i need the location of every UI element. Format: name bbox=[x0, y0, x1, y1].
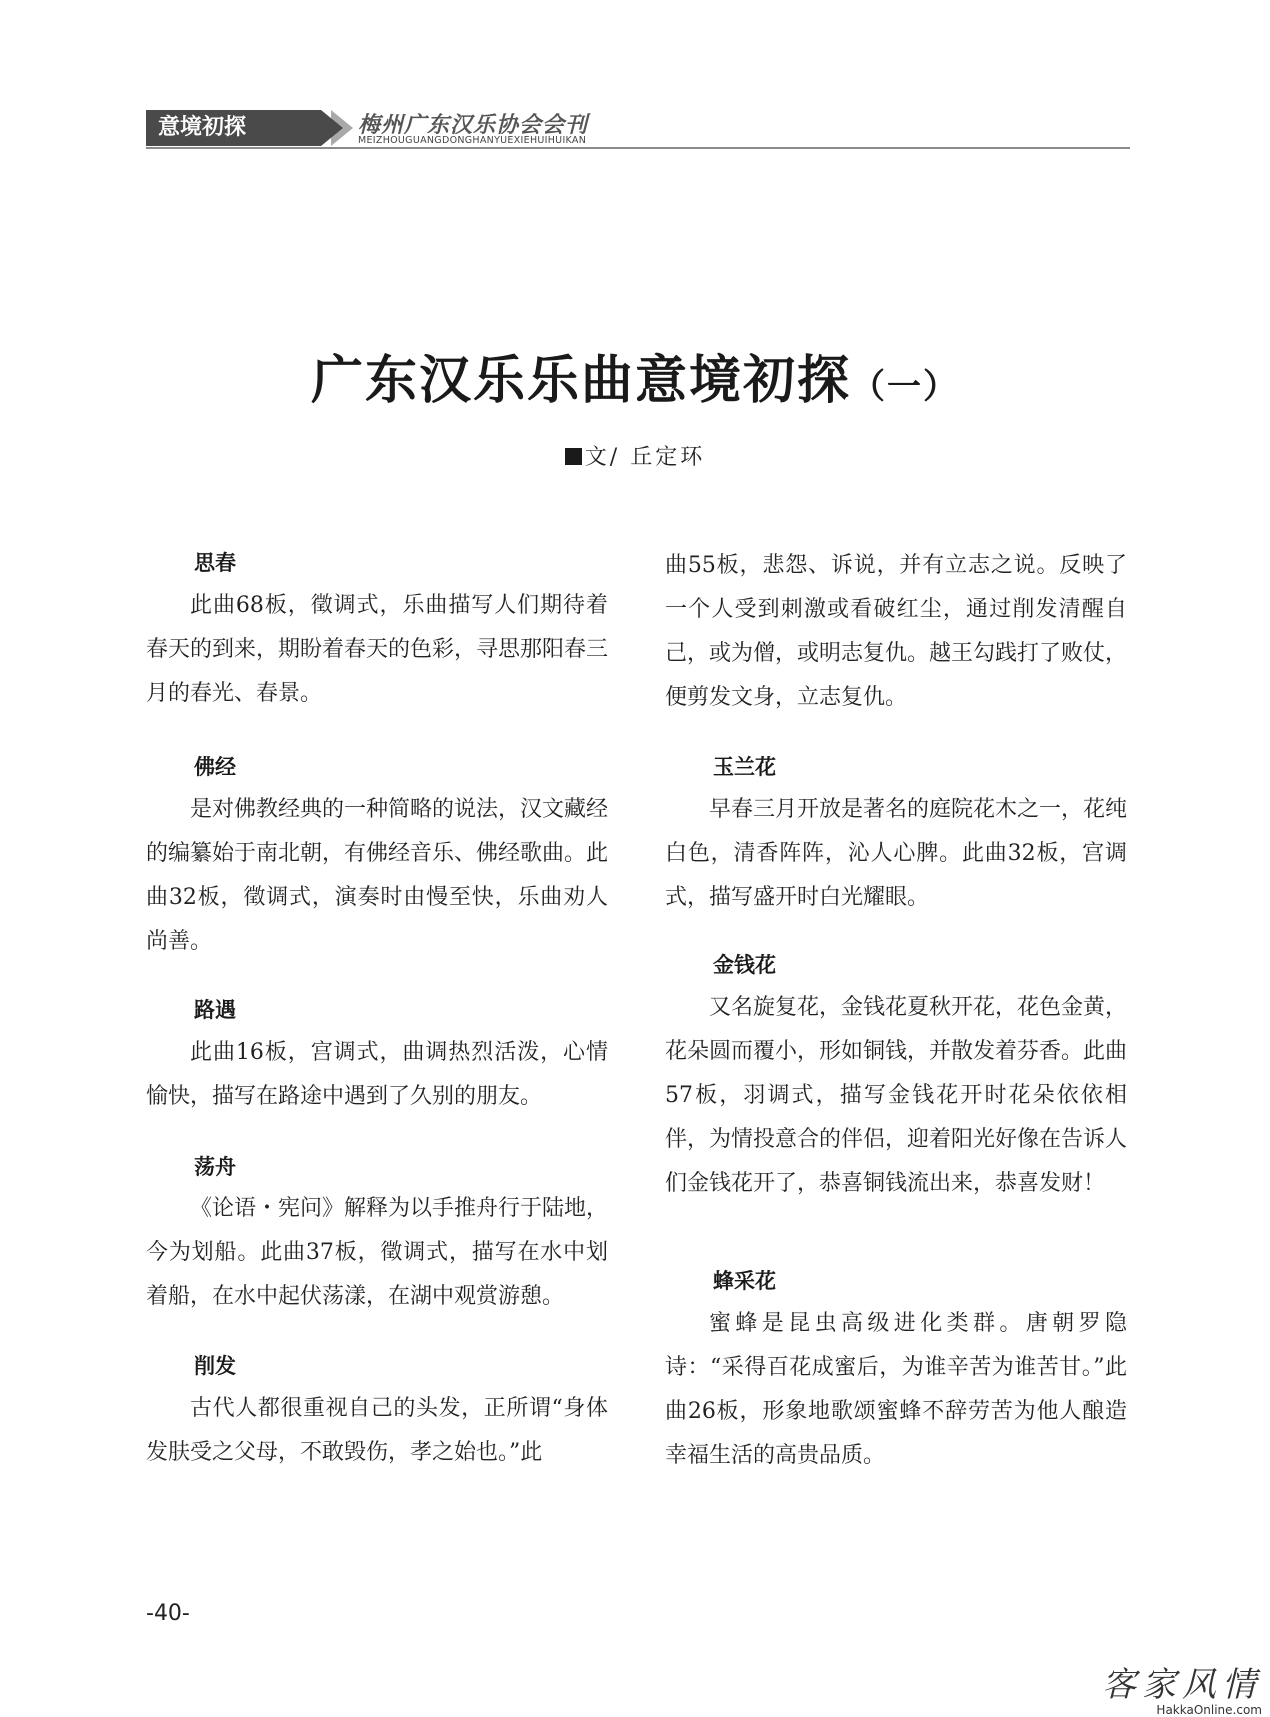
section-heading: 玉兰花 bbox=[713, 755, 776, 779]
section-paragraph: 蜜蜂是昆虫高级进化类群。唐朝罗隐诗：“采得百花成蜜后，为谁辛苦为谁苦甘。”此曲26板，形象地歌颂蜜蜂不辞劳苦为他人酿造幸福生活的高贵品质。 bbox=[665, 1311, 1127, 1468]
continued-paragraph: 曲55板，悲怨、诉说，并有立志之说。反映了一个人受到刺激或看破红尘，通过削发清醒自己，或为僧，或明志复仇。越王勾践打了败仗，便剪发文身，立志复仇。 bbox=[665, 553, 1128, 710]
section-heading: 削发 bbox=[194, 1354, 236, 1378]
watermark-cn: 客家风情 bbox=[1102, 1665, 1262, 1705]
section-paragraph: 是对佛教经典的一种简略的说法，汉文藏经的编纂始于南北朝，有佛经音乐、佛经歌曲。此曲32板，徵调式，演奏时由慢至快，乐曲劝人尚善。 bbox=[146, 797, 609, 954]
section-paragraph: 又名旋复花，金钱花夏秋开花，花色金黄，花朵圆而覆小，形如铜钱，并散发着芬香。此曲57板，羽调式，描写金钱花开时花朵依依相伴，为情投意合的伴侣，迎着阳光好像在告诉人们金钱花开了，恭喜铜钱流出来，恭喜发财！ bbox=[665, 995, 1128, 1196]
page-number: -40- bbox=[146, 1601, 190, 1626]
section-heading: 蜂采花 bbox=[713, 1269, 776, 1293]
section-paragraph: 此曲16板，宫调式，曲调热烈活泼，心情愉快，描写在路途中遇到了久别的朋友。 bbox=[146, 1040, 608, 1109]
section-paragraph: 古代人都很重视自己的头发，正所谓“身体发肤受之父母，不敢毁伤，孝之始也。”此 bbox=[146, 1396, 608, 1465]
watermark bbox=[1102, 1667, 1262, 1717]
section-paragraph: 早春三月开放是著名的庭院花木之一，花纯白色，清香阵阵，沁人心脾。此曲32板，宫调式，描写盛开时白光耀眼。 bbox=[665, 797, 1128, 910]
section-heading: 思春 bbox=[194, 551, 236, 575]
header-rule bbox=[146, 147, 1130, 149]
journal-title-en: MEIZHOUGUANGDONGHANYUEXIEHUIHUIKAN bbox=[358, 135, 587, 146]
article-title-suffix: （一） bbox=[851, 367, 959, 407]
running-header bbox=[146, 106, 1130, 150]
byline bbox=[0, 440, 1270, 471]
watermark-en: HakkaOnline.com bbox=[1156, 1703, 1262, 1717]
section-tag-wedge bbox=[321, 110, 343, 146]
section-heading: 荡舟 bbox=[194, 1155, 236, 1179]
section-paragraph: 此曲68板，徵调式，乐曲描写人们期待着春天的到来，期盼着春天的色彩，寻思那阳春三月的春光、春景。 bbox=[146, 593, 609, 706]
article-title bbox=[0, 338, 1270, 413]
section-heading: 佛经 bbox=[194, 755, 236, 779]
journal-title-cn: 梅州广东汉乐协会会刊 bbox=[358, 112, 589, 138]
byline-text: 文/ 丘定环 bbox=[584, 445, 706, 470]
section-heading: 路遇 bbox=[194, 998, 236, 1022]
byline-square-icon bbox=[565, 448, 582, 465]
section-paragraph: 《论语・宪问》解释为以手推舟行于陆地，今为划船。此曲37板，徵调式，描写在水中划着船，在水中起伏荡漾，在湖中观赏游憩。 bbox=[146, 1196, 609, 1309]
article-title-main: 广东汉乐乐曲意境初探 bbox=[310, 351, 851, 411]
section-tag: 意境初探 bbox=[146, 110, 321, 146]
section-heading: 金钱花 bbox=[713, 953, 776, 977]
